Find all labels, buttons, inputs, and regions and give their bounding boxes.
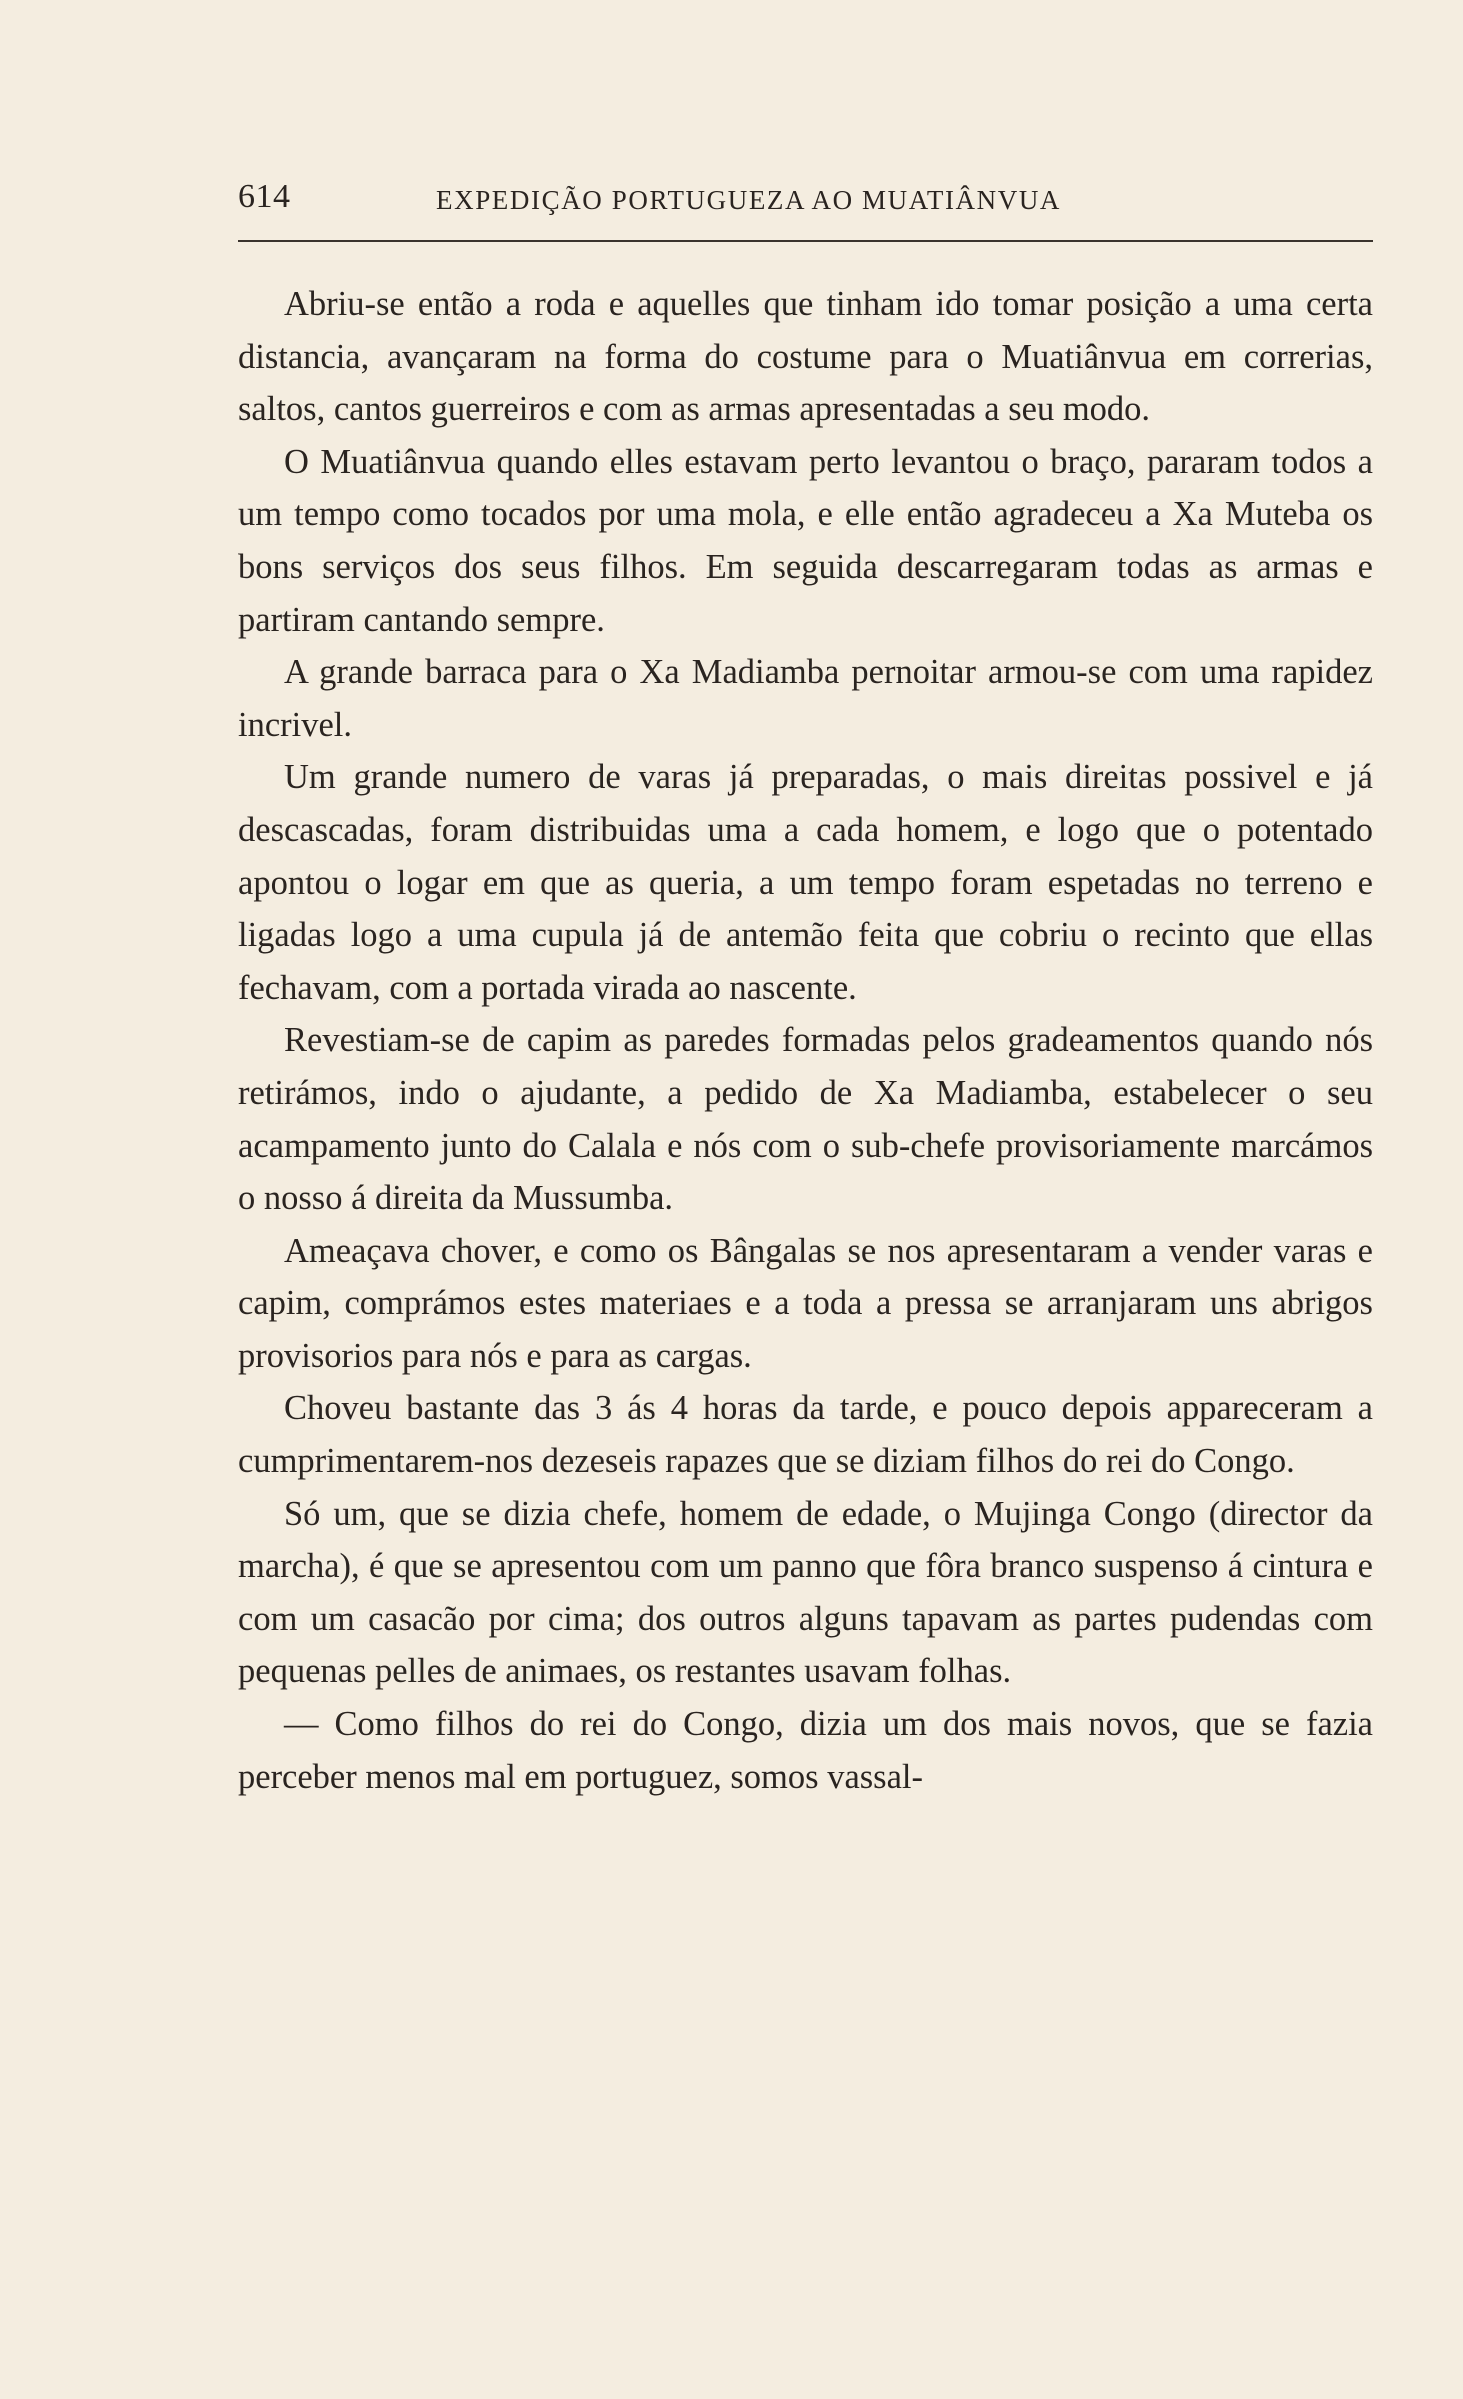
paragraph: A grande barraca para o Xa Madiamba pernoitar armou-se com uma rapidez incrivel. [238, 653, 1373, 744]
running-title: EXPEDIÇÃO PORTUGUEZA AO MUATIÂNVUA [436, 185, 1062, 215]
paragraph: Choveu bastante das 3 ás 4 horas da tarde, e pouco depois appareceram a cumprimentarem-nos dezeseis rapazes que se diziam filhos do rei do Congo. [238, 1389, 1373, 1481]
paragraph: Ameaçava chover, e como os Bângalas se nos apresentaram a vender varas e capim, comprámos estes materiaes e a toda a pressa se arranjaram uns abrigos provisorios para nós e para as cargas. [238, 1231, 1373, 1375]
paragraph: Revestiam-se de capim as paredes formadas pelos gradeamentos quando nós retirámos, indo o ajudante, a pedido de Xa Madiamba, estabelecer o seu acampamento junto do Calala e nós com o sub-chefe provisoriamente marcámos o nosso á direita da Mussumba. [238, 1021, 1373, 1218]
page-header [238, 178, 1373, 228]
body-text [238, 278, 1373, 1803]
paragraph: Só um, que se dizia chefe, homem de edade, o Mujinga Congo (director da marcha), é que se apresentou com um panno que fôra branco suspenso á cintura e com um casacão por cima; dos outros alguns tapavam as partes pudendas com pequenas pelles de animaes, os restantes usavam folhas. [238, 1494, 1373, 1691]
paragraph: O Muatiânvua quando elles estavam perto levantou o braço, pararam todos a um tempo como tocados por uma mola, e elle então agradeceu a Xa Muteba os bons serviços dos seus filhos. Em seguida descarregaram todas as armas e partiram cantando sempre. [238, 442, 1373, 639]
page-number: 614 [238, 178, 291, 215]
paragraph: — Como filhos do rei do Congo, dizia um dos mais novos, que se fazia perceber menos mal em portuguez, somos vassal- [238, 1705, 1373, 1796]
paragraph: Um grande numero de varas já preparadas, o mais direitas possivel e já descascadas, foram distribuidas uma a cada homem, e logo que o potentado apontou o logar em que as queria, a um tempo foram espetadas no terreno e ligadas logo a uma cupula já de antemão feita que cobriu o recinto que ellas fechavam, com a portada virada ao nascente. [238, 758, 1373, 1007]
header-rule [238, 240, 1373, 242]
paragraph: Abriu-se então a roda e aquelles que tinham ido tomar posição a uma certa distancia, avançaram na forma do costume para o Muatiânvua em correrias, saltos, cantos guerreiros e com as armas apresentadas a seu modo. [238, 285, 1373, 429]
